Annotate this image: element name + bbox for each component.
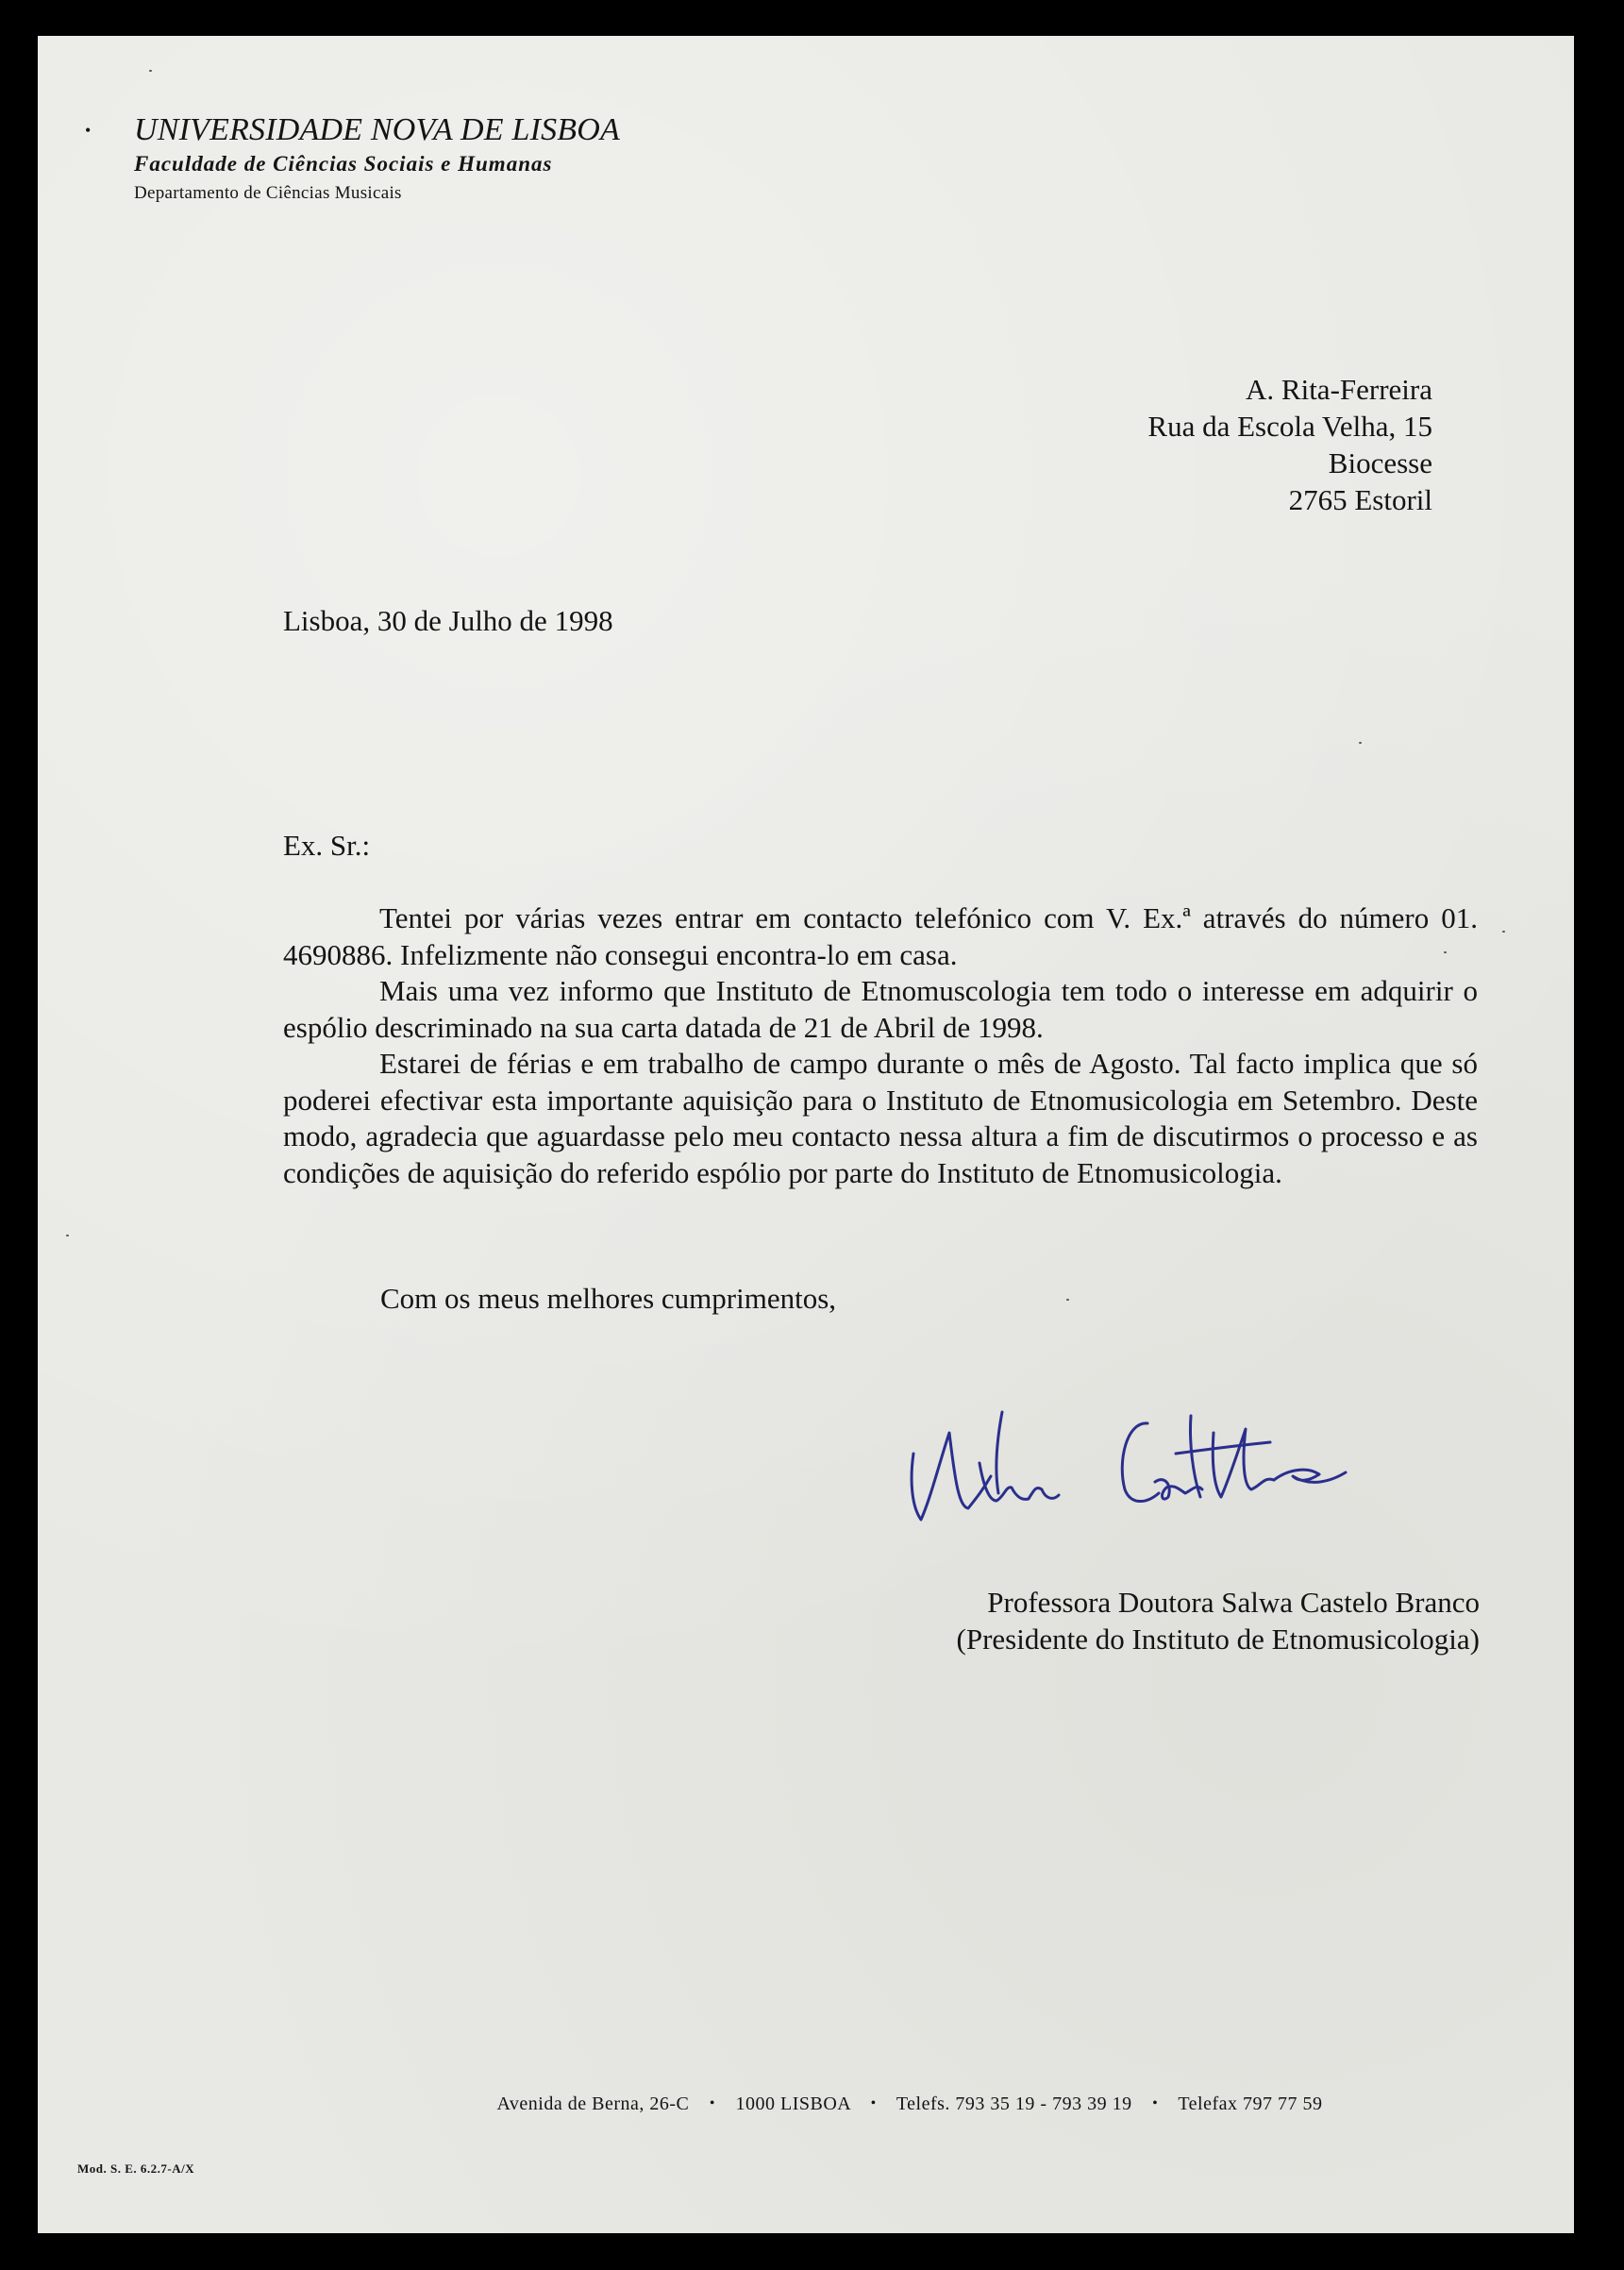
letterhead-bullet-mark: •	[85, 121, 92, 140]
footer-separator: •	[709, 2095, 715, 2111]
handwritten-signature	[893, 1395, 1383, 1537]
body-paragraph: Mais uma vez informo que Instituto de Etnomuscologia tem todo o interesse em adquirir o espólio descriminado na sua carta datada de 21 de Abril de 1998.	[283, 974, 1478, 1044]
recipient-name: A. Rita-Ferreira	[1246, 373, 1432, 406]
paper-speck	[66, 1235, 69, 1236]
footer-phones: Telefs. 793 35 19 - 793 39 19	[896, 2093, 1132, 2114]
recipient-address	[1147, 371, 1432, 518]
form-reference: Mod. S. E. 6.2.7-A/X	[77, 2161, 195, 2176]
recipient-locality: Biocesse	[1328, 446, 1432, 479]
paper-speck	[1444, 951, 1447, 953]
footer-city: 1000 LISBOA	[735, 2093, 851, 2114]
letterhead	[134, 111, 889, 208]
letterhead-footer	[38, 2093, 1574, 2115]
body-paragraph: Estarei de férias e em trabalho de campo durante o mês de Agosto. Tal facto implica que só poderei efectivar esta importante aquisição para o Instituto de Etnomusicologia em Setembro. Deste modo, agradecia que aguardasse pelo meu contacto nessa altura a fim de discutirmos o processo e as condições de aquisição do referido espólio por parte do Instituto de Etnomusicologia.	[283, 1047, 1478, 1189]
signer-block	[957, 1584, 1480, 1657]
paper-speck	[1066, 1299, 1069, 1301]
salutation: Ex. Sr.:	[283, 829, 371, 862]
paper-speck	[149, 70, 152, 72]
university-name: UNIVERSIDADE NOVA DE LISBOA	[134, 112, 621, 147]
footer-separator: •	[870, 2095, 877, 2111]
letter-body	[283, 900, 1478, 1191]
recipient-postal-city: 2765 Estoril	[1288, 483, 1432, 516]
footer-separator: •	[1152, 2095, 1159, 2111]
footer-fax: Telefax 797 77 59	[1178, 2093, 1323, 2114]
closing-line: Com os meus melhores cumprimentos,	[380, 1282, 837, 1315]
letter-date: Lisboa, 30 de Julho de 1998	[283, 604, 613, 637]
paper-speck	[1359, 742, 1362, 744]
department-name: Departamento de Ciências Musicais	[134, 183, 402, 203]
body-paragraph: Tentei por várias vezes entrar em contacto telefónico com V. Ex.ª através do número 01. 4690886. Infelizmente não consegui encontra-lo em casa.	[283, 901, 1478, 971]
footer-address: Avenida de Berna, 26-C	[496, 2093, 690, 2114]
paper-speck	[1502, 931, 1505, 933]
signer-name: Professora Doutora Salwa Castelo Branco	[987, 1586, 1480, 1619]
faculty-name: Faculdade de Ciências Sociais e Humanas	[134, 152, 553, 176]
letter-page	[38, 36, 1574, 2233]
recipient-street: Rua da Escola Velha, 15	[1147, 410, 1432, 443]
signer-role: (Presidente do Instituto de Etnomusicologia)	[956, 1623, 1480, 1656]
